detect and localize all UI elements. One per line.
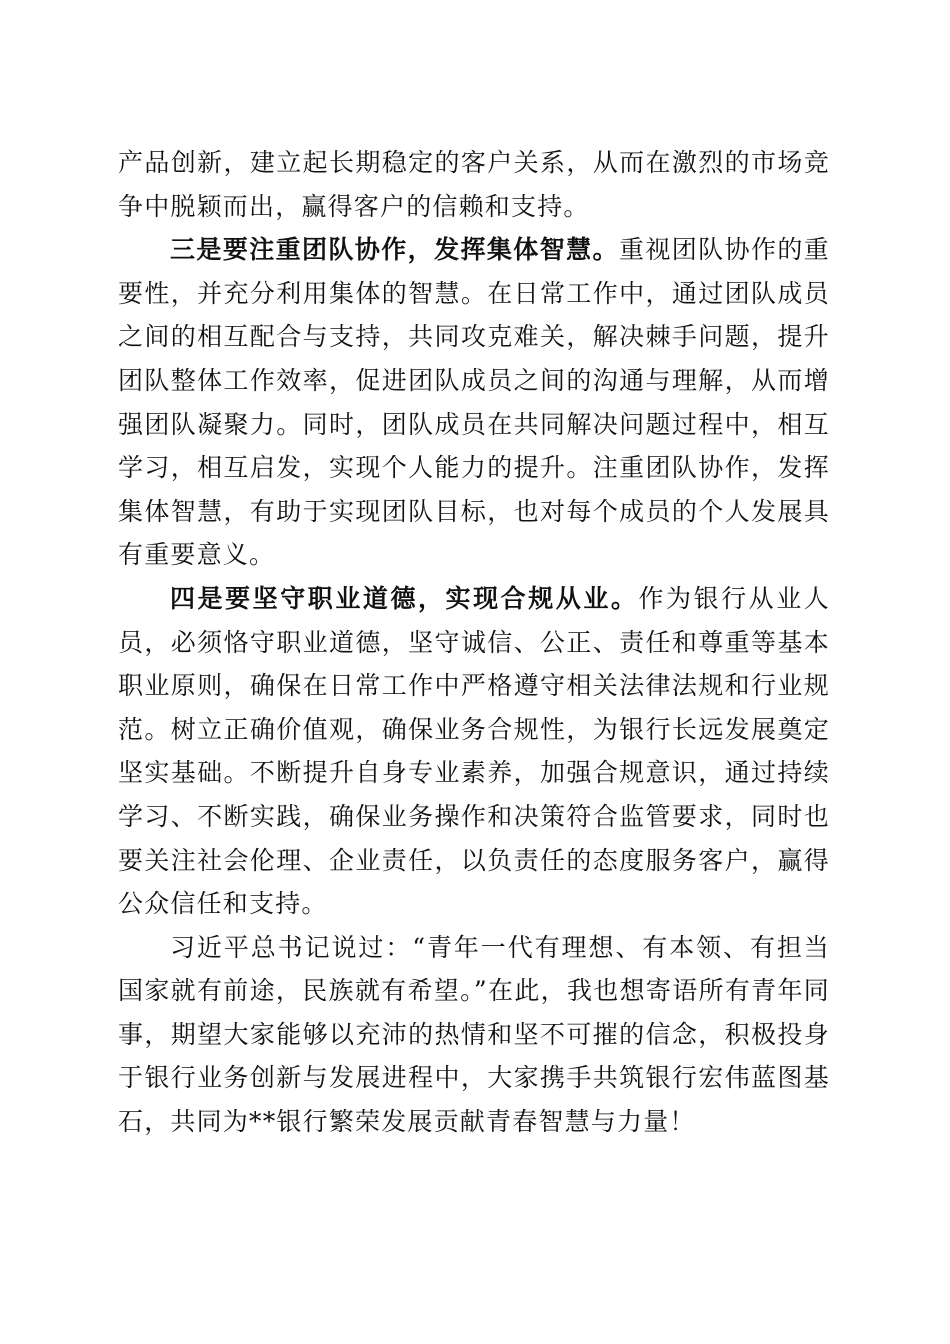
document-body bbox=[118, 141, 830, 1144]
paragraph-closing-quote bbox=[118, 926, 830, 1144]
paragraph-lead-heading: 三是要注重团队协作，发挥集体智慧。 bbox=[170, 235, 619, 265]
paragraph-text: 产品创新，建立起长期稳定的客户关系，从而在激烈的市场竞争中脱颖而出，赢得客户的信赖和支持。 bbox=[118, 148, 830, 221]
paragraph-professional-ethics bbox=[118, 577, 830, 926]
paragraph-text: 作为银行从业人员，必须恪守职业道德，坚守诚信、公正、责任和尊重等基本职业原则，确保在日常工作中严格遵守相关法律法规和行业规范。树立正确价值观，确保业务合规性，为银行长远发展奠定坚实基础。不断提升自身专业素养，加强合规意识，通过持续学习、不断实践，确保业务操作和决策符合监管要求，同时也要关注社会伦理、企业责任，以负责任的态度服务客户，赢得公众信任和支持。 bbox=[118, 583, 830, 919]
paragraph-lead-heading: 四是要坚守职业道德，实现合规从业。 bbox=[170, 583, 639, 613]
paragraph-product-innovation bbox=[118, 141, 830, 228]
paragraph-text: 习近平总书记说过：“青年一代有理想、有本领、有担当国家就有前途，民族就有希望。”在此，我也想寄语所有青年同事，期望大家能够以充沛的热情和坚不可摧的信念，积极投身于银行业务创新与发展进程中，大家携手共筑银行宏伟蓝图基石，共同为**银行繁荣发展贡献青春智慧与力量！ bbox=[118, 932, 830, 1137]
paragraph-text: 重视团队协作的重要性，并充分利用集体的智慧。在日常工作中，通过团队成员之间的相互配合与支持，共同攻克难关，解决棘手问题，提升团队整体工作效率，促进团队成员之间的沟通与理解，从而增强团队凝聚力。同时，团队成员在共同解决问题过程中，相互学习，相互启发，实现个人能力的提升。注重团队协作，发挥集体智慧，有助于实现团队目标，也对每个成员的个人发展具有重要意义。 bbox=[118, 235, 830, 570]
paragraph-team-collaboration bbox=[118, 228, 830, 577]
